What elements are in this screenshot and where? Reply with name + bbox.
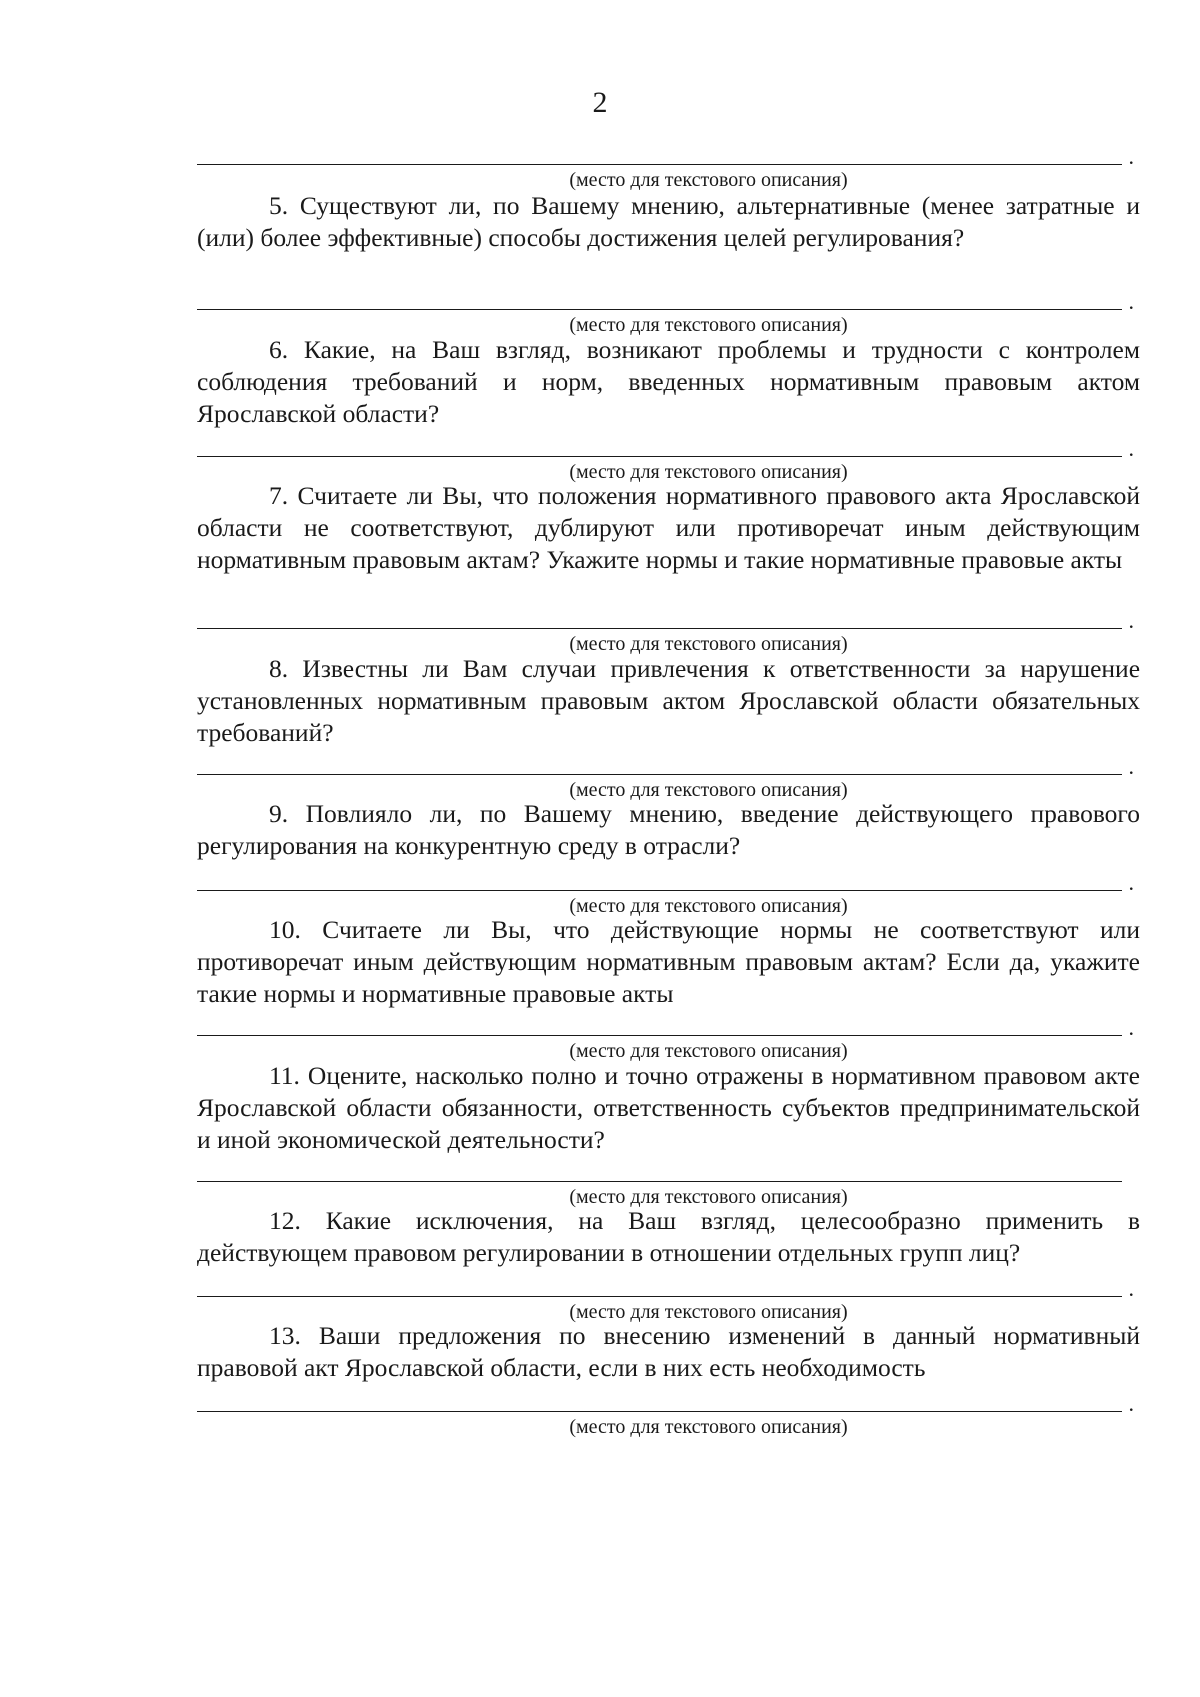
page-number: 2 [592, 86, 608, 119]
answer-caption: (место для текстового описания) [569, 1040, 848, 1062]
answer-line[interactable]: . [197, 876, 1122, 891]
question-text: 10. Считаете ли Вы, что действующие нормы не соответствуют или противоречат иным действующим нормативным правовым актам? Если да, укажите такие нормы и нормативные правовые акты [197, 915, 1140, 1008]
question-13 [197, 1320, 1140, 1384]
answer-block-5 [197, 289, 1140, 338]
question-text: 8. Известны ли Вам случаи привлечения к ответственности за нарушение установленных нормативным правовым актом Ярославской области обязательных требований? [197, 654, 1141, 747]
answer-caption: (место для текстового описания) [569, 895, 848, 917]
answer-caption: (место для текстового описания) [569, 779, 848, 801]
answer-line[interactable] [197, 1167, 1122, 1182]
answer-block-13 [197, 1391, 1140, 1440]
question-7 [197, 480, 1140, 576]
answer-line[interactable]: . [197, 760, 1122, 775]
question-11 [197, 1060, 1140, 1156]
question-8 [197, 653, 1140, 749]
answer-line[interactable]: . [197, 1282, 1122, 1297]
question-5 [197, 190, 1140, 254]
answer-block-6 [197, 436, 1140, 485]
answer-caption: (место для текстового описания) [569, 633, 848, 655]
question-9 [197, 798, 1140, 862]
answer-line[interactable]: . [197, 1021, 1122, 1036]
answer-block-12 [197, 1276, 1140, 1325]
answer-block-8 [197, 754, 1140, 803]
answer-line[interactable]: . [197, 150, 1122, 165]
question-12 [197, 1205, 1140, 1269]
question-text: 7. Считаете ли Вы, что положения нормативного правового акта Ярославской области не соответствуют, дублируют или противоречат иным действующим нормативным правовым актам? Укажите нормы и такие нормативные правовые акты [197, 481, 1140, 574]
answer-caption: (место для текстового описания) [569, 461, 848, 483]
question-text: 5. Существуют ли, по Вашему мнению, альтернативные (менее затратные и (или) более эффективные) способы достижения целей регулирования? [197, 191, 1140, 252]
answer-block-11 [197, 1167, 1140, 1210]
answer-caption: (место для текстового описания) [569, 1186, 848, 1208]
question-text: 12. Какие исключения, на Ваш взгляд, целесообразно применить в действующем правовом регулировании в отношении отдельных групп лиц? [197, 1206, 1140, 1267]
question-10 [197, 914, 1140, 1010]
question-6 [197, 334, 1140, 430]
answer-line[interactable]: . [197, 614, 1122, 629]
answer-caption: (место для текстового описания) [569, 169, 848, 191]
question-text: 9. Повлияло ли, по Вашему мнению, введение действующего правового регулирования на конкурентную среду в отрасли? [197, 799, 1141, 860]
answer-line[interactable]: . [197, 442, 1122, 457]
answer-line[interactable]: . [197, 295, 1122, 310]
answer-caption: (место для текстового описания) [569, 1301, 848, 1323]
answer-block-9 [197, 870, 1140, 919]
question-text: 6. Какие, на Ваш взгляд, возникают проблемы и трудности с контролем соблюдения требований и норм, введенных нормативным правовым актом Ярославской области? [197, 335, 1140, 428]
answer-caption: (место для текстового описания) [569, 1416, 848, 1438]
answer-line[interactable]: . [197, 1397, 1122, 1412]
answer-block-4 [197, 144, 1140, 193]
answer-block-7 [197, 608, 1140, 657]
question-text: 13. Ваши предложения по внесению изменений в данный нормативный правовой акт Ярославской области, если в них есть необходимость [197, 1321, 1140, 1382]
answer-block-10 [197, 1015, 1140, 1064]
answer-caption: (место для текстового описания) [569, 314, 848, 336]
question-text: 11. Оцените, насколько полно и точно отражены в нормативном правовом акте Ярославской области обязанности, ответственность субъектов предпринимательской и иной экономической деятельности? [197, 1061, 1141, 1154]
